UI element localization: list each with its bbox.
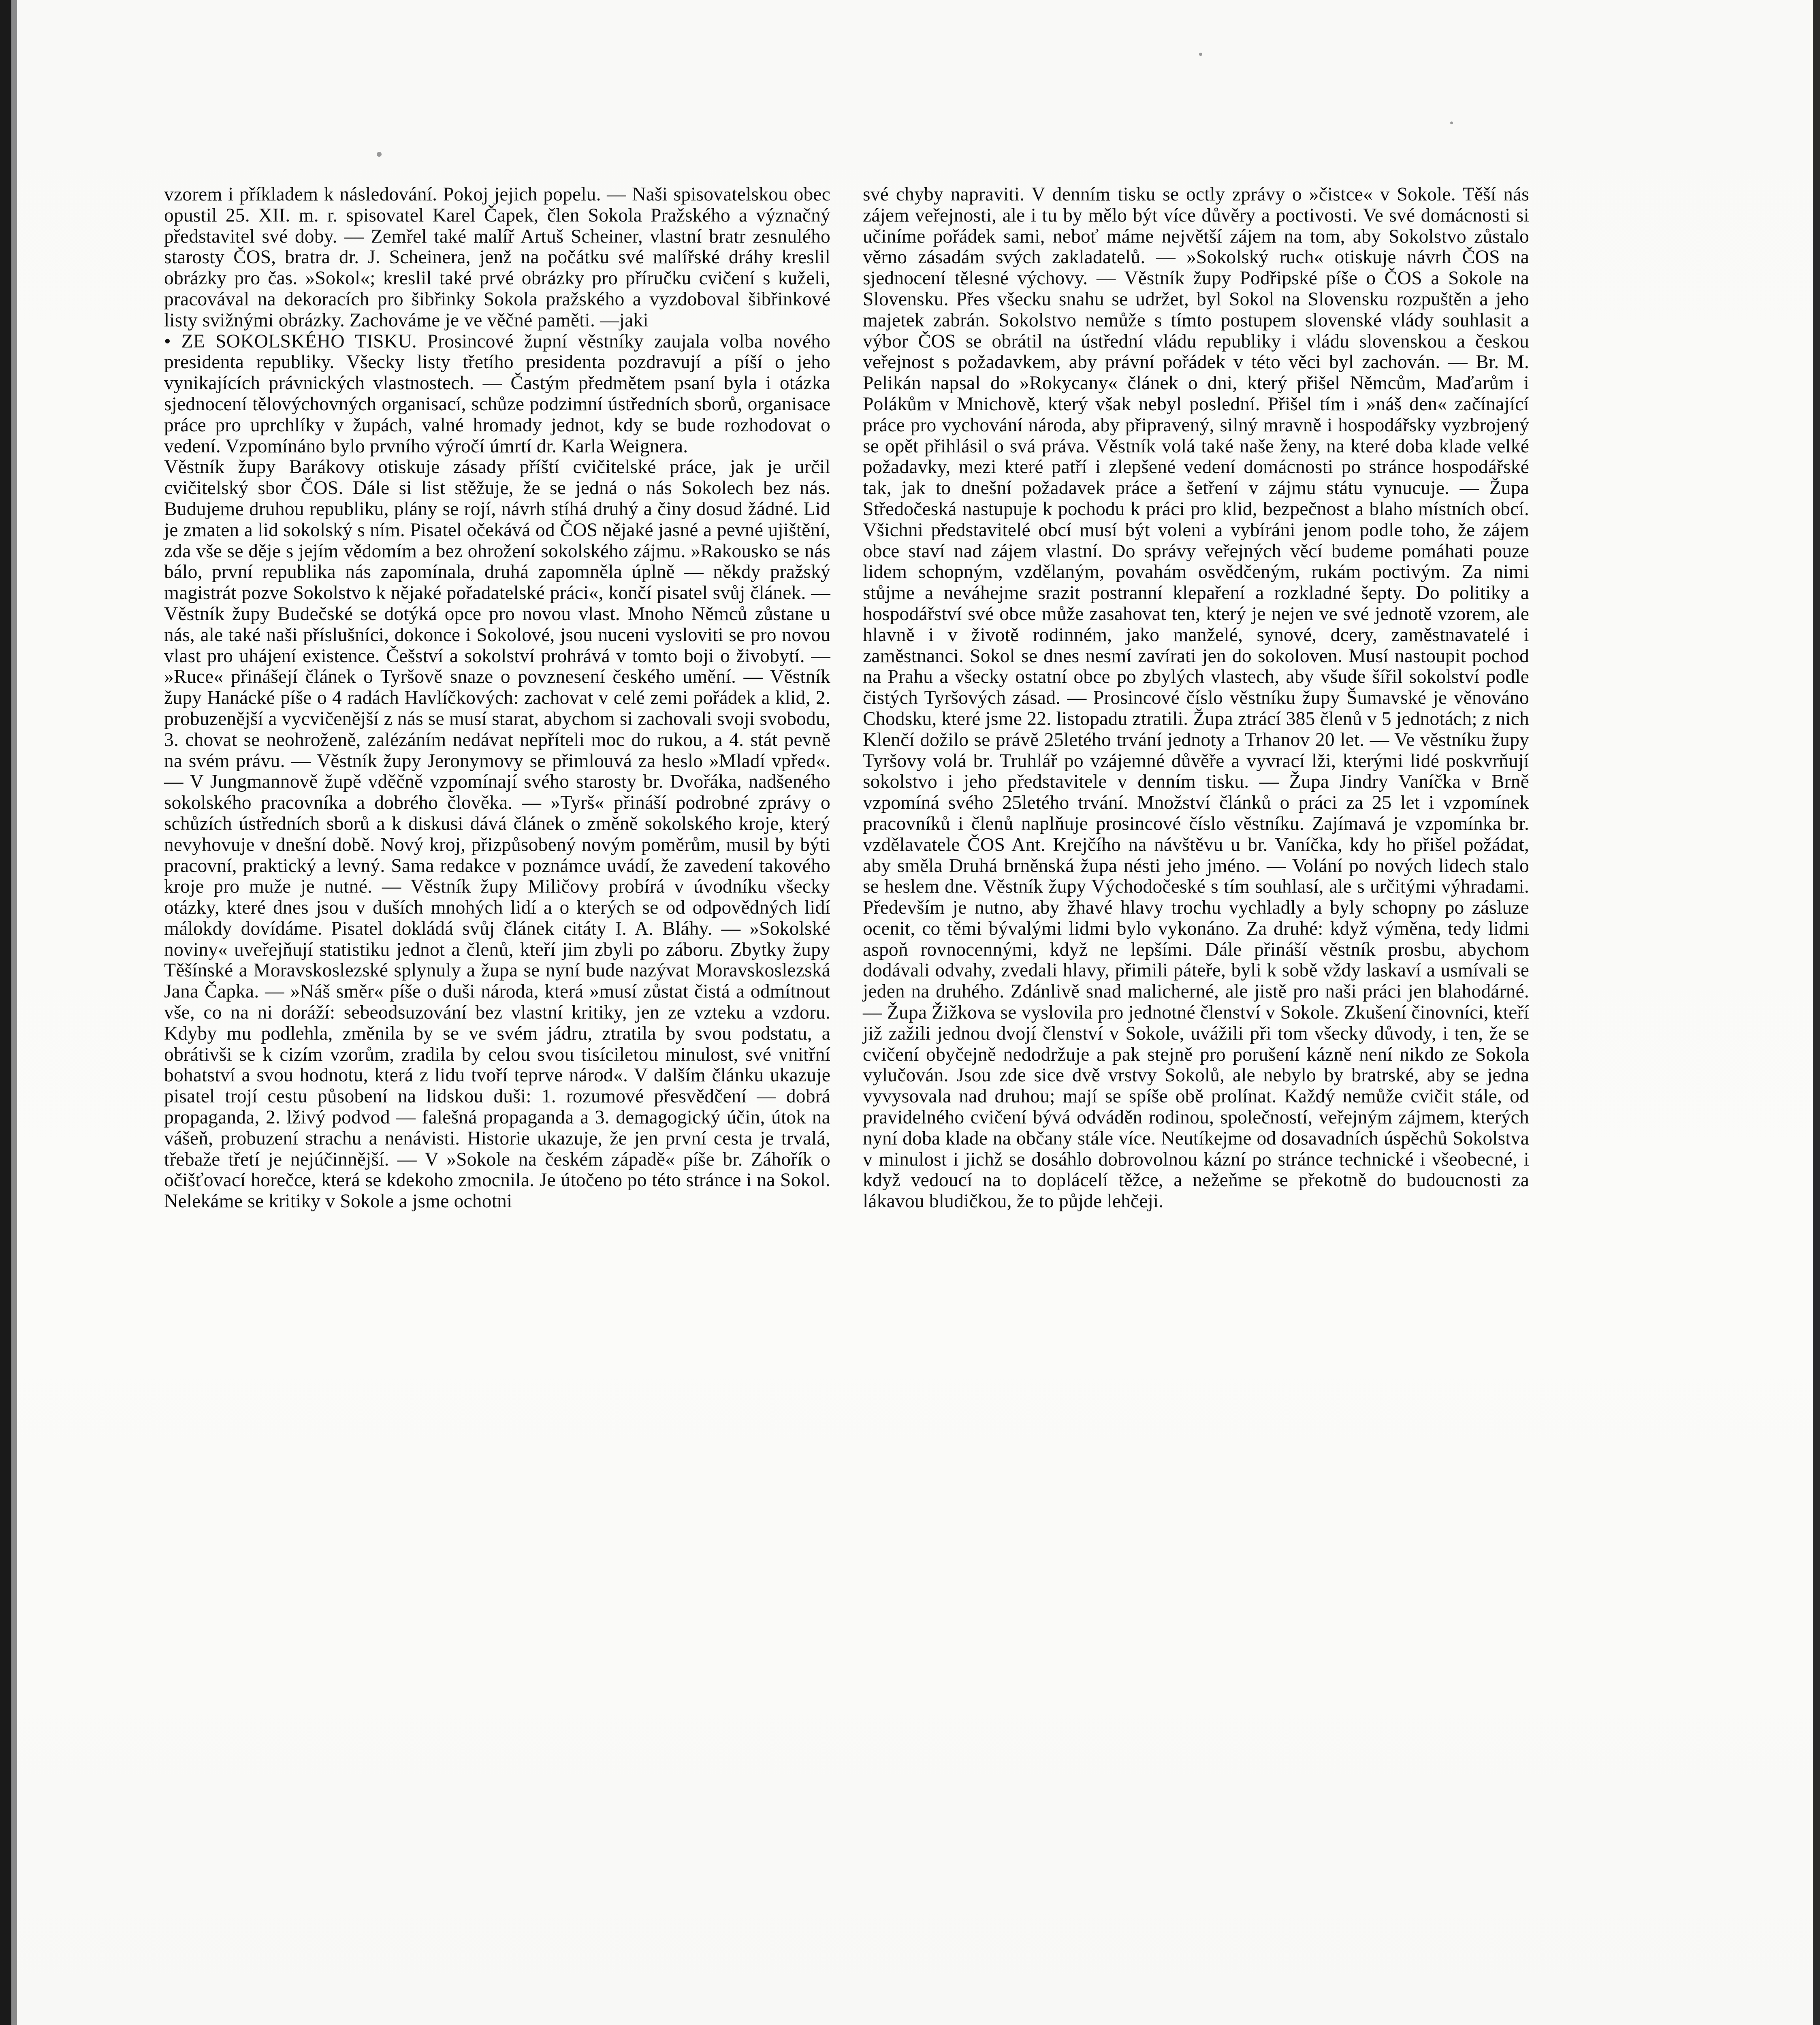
scan-right-border	[1813, 0, 1820, 2025]
scan-speck	[1450, 122, 1453, 124]
paragraph: vzorem i příkladem k následování. Pokoj jejich popelu. — Naši spisovatelskou obec opustil 25. XII. m. r. spisovatel Karel Čapek, člen Sokola Pražského a význačný představitel své doby. — Zemřel také malíř Artuš Scheiner, vlastní bratr zesnulého starosty ČOS, bratra dr. J. Scheinera, jenž na počátku své malířské dráhy kreslil obrázky pro čas. »Sokol«; kreslil také prvé obrázky pro příručku cvičení s kuželi, pracovával na dekoracích pro šibřinky Sokola pražského a vyzdoboval šibřinkové listy svižnými obrázky. Zachováme je ve věčné paměti. —jaki	[164, 184, 830, 331]
scan-speck	[1199, 53, 1202, 56]
paragraph: Věstník župy Barákovy otiskuje zásady příští cvičitelské práce, jak je určil cvičitelský sbor ČOS. Dále si list stěžuje, že se jedná o nás Sokolech bez nás. Budujeme druhou republiku, plány se rojí, návrh stíhá druhý a činy dosud žádné. Lid je zmaten a lid sokolský s ním. Pisatel očekává od ČOS nějaké jasné a pevné ujištění, zda vše se děje s jejím vědomím a bez ohrožení sokolského zájmu. »Rakousko se nás bálo, první republika nás zapomínala, druhá zapomněla úplně — někdy pražský magistrát pozve Sokolstvo k nějaké pořadatelské práci«, končí pisatel svůj článek. — Věstník župy Budečské se dotýká opce pro novou vlast. Mnoho Němců zůstane u nás, ale také naši příslušníci, dokonce i Sokolové, jsou nuceni vysloviti se pro novou vlast pro uhájení existence. Češství a sokolství prohrává v tomto boji o živobytí. — »Ruce« přinášejí článek o Tyršově snaze o povznesení českého umění. — Věstník župy Hanácké píše o 4 radách Havlíčkových: zachovat v celé zemi pořádek a klid, 2. probuzenější a vycvičenější z nás se musí starat, abychom si zachovali svoji svobodu, 3. chovat se neohroženě, zalézáním nedávat nepříteli moc do rukou, a 4. stát pevně na svém právu. — Věstník župy Jeronymovy se přimlouvá za heslo »Mladí vpřed«. — V Jungmannově župě vděčně vzpomínají svého starosty br. Dvořáka, nadšeného sokolského pracovníka a dobrého člověka. — »Tyrš« přináší podrobné zprávy o schůzích ústředních sborů a k diskusi dává článek o změně sokolského kroje, který nevyhovuje v dnešní době. Nový kroj, přizpůsobený novým poměrům, musil by býti pracovní, praktický a levný. Sama redakce v poznámce uvádí, že zavedení takového kroje pro muže je nutné. — Věstník župy Miličovy probírá v úvodníku všecky otázky, které dnes jsou v duších mnohých lidí a o kterých se od odpovědných lidí málokdy dovídáme. Pisatel dokládá svůj článek citáty I. A. Bláhy. — »Sokolské noviny« uveřejňují statistiku jednot a členů, kteří jim zbyli po záboru. Zbytky župy Těšínské a Moravskoslezské splynuly a župa se nyní bude nazývat Moravskoslezská Jana Čapka. — »Náš směr« píše o duši národa, která »musí zůstat čistá a odmítnout vše, co na ni doráží: sebeodsuzování bez vlastní kritiky, jen ze vzteku a vzdoru. Kdyby mu podlehla, změnila by se ve svém jádru, ztratila by svou podstatu, a obrátivši se k cizím vzorům, zradila by celou svou tisíciletou minulost, své vnitřní bohatství a svou hodnotu, která z lidu tvoří teprve národ«. V dalším článku ukazuje pisatel trojí cestu působení na lidskou duši: 1. rozumové přesvědčení — dobrá propaganda, 2. lživý podvod — falešná propaganda a 3. demagogický účin, útok na vášeň, probuzení strachu a nenávisti. Historie ukazuje, že jen první cesta je trvalá, třebaže třetí je nejúčinnější. — V »Sokole na českém západě« píše br. Záhořík o očišťovací horečce, která se kdekoho zmocnila. Je útočeno po této stránce i na Sokol. Nelekáme se kritiky v Sokole a jsme ochotni	[164, 456, 830, 1212]
scan-left-border	[0, 0, 11, 2025]
text-column-right	[863, 184, 1529, 1212]
scan-speck	[377, 152, 382, 157]
text-column-left	[164, 184, 830, 1212]
paragraph: • ZE SOKOLSKÉHO TISKU. Prosincové župní věstníky zaujala volba nového presidenta republiky. Všecky listy třetího presidenta pozdravují a píší o jeho vynikajících právnických vlastnostech. — Častým předmětem psaní byla i otázka sjednocení tělovýchovných organisací, schůze podzimní ústředních sborů, organisace práce pro uprchlíky v župách, valné hromady jednot, kdy se bude rozhodovat o vedení. Vzpomínáno bylo prvního výročí úmrtí dr. Karla Weignera.	[164, 330, 830, 457]
paragraph: své chyby napraviti. V denním tisku se octly zprávy o »čistce« v Sokole. Těší nás zájem veřejnosti, ale i tu by mělo být více důvěry a poctivosti. Ve své domácnosti si učiníme pořádek sami, neboť máme největší zájem na tom, aby Sokolstvo zůstalo věrno zásadám svých zakladatelů. — »Sokolský ruch« otiskuje návrh ČOS na sjednocení tělesné výchovy. — Věstník župy Podřipské píše o ČOS a Sokole na Slovensku. Přes všecku snahu se udržet, byl Sokol na Slovensku rozpuštěn a jeho majetek zabrán. Sokolstvo nemůže s tímto postupem slovenské vlády souhlasit a výbor ČOS se obrátil na ústřední vládu republiky i vládu slovenskou a českou veřejnost s požadavkem, aby právní pořádek v této věci byl zachován. — Br. M. Pelikán napsal do »Rokycany« článek o dni, který přišel Němcům, Maďarům i Polákům v Mnichově, který však nebyl poslední. Přišel tím i »náš den« začínající práce pro vychování národa, aby připravený, silný mravně i hospodářsky vyzbrojený se opět přihlásil o svá práva. Věstník volá také naše ženy, na které doba klade velké požadavky, mezi které patří i zlepšené vedení domácnosti po stránce hospodářské tak, jak to dnešní požadavek práce a šetření v zájmu státu vynucuje. — Župa Středočeská nastupuje k pochodu k práci pro klid, bezpečnost a blaho místních obcí. Všichni představitelé obcí musí být voleni a vybíráni jenom podle toho, že zájem obce staví nad zájem vlastní. Do správy veřejných věcí budeme pomáhati pouze lidem schopným, vzdělaným, povahám osvědčeným, rukám poctivým. Za nimi stůjme a neváhejme srazit postranní klepaření a rozkladné šepty. Do politiky a hospodářství své obce může zasahovat ten, který je nejen ve své jednotě vzorem, ale hlavně i v životě rodinném, jako manželé, synové, dcery, zaměstnavatelé i zaměstnanci. Sokol se dnes nesmí zavírati jen do sokoloven. Musí nastoupit pochod na Prahu a všecky ostatní obce po zbylých vlastech, aby všude šířil sokolství podle čistých Tyršových zásad. — Prosincové číslo věstníku župy Šumavské je věnováno Chodsku, které jsme 22. listopadu ztratili. Župa ztrácí 385 členů v 5 jednotách; z nich Klenčí dožilo se právě 25letého trvání jednoty a Trhanov 20 let. — Ve věstníku župy Tyršovy volá br. Truhlář po vzájemné důvěře a vyvrací lži, kterými lidé poskvrňují sokolstvo i jeho představitele v denním tisku. — Župa Jindry Vaníčka v Brně vzpomíná svého 25letého trvání. Množství článků o práci za 25 let i vzpomínek pracovníků i členů naplňuje prosincové číslo věstníku. Zajímavá je vzpomínka br. vzdělavatele ČOS Ant. Krejčího na návštěvu u br. Vaníčka, kdy ho přišel požádat, aby směla Druhá brněnská župa nésti jeho jméno. — Volání po nových lidech stalo se heslem dne. Věstník župy Východočeské s tím souhlasí, ale s určitými výhradami. Především je nutno, aby žhavé hlavy trochu vychladly a byly schopny po zásluze ocenit, co těmi bývalými lidmi bylo vykonáno. Za druhé: když výměna, tedy lidmi aspoň rovnocennými, když ne lepšími. Dále přináší věstník prosbu, abychom dodávali odvahy, zvedali hlavy, přimili páteře, byli k sobě vždy laskaví a usmívali se jeden na druhého. Zdánlivě snad malicherné, ale jistě pro naši práci jen blahodárné. — Župa Žižkova se vyslovila pro jednotné členství v Sokole. Zkušení činovníci, kteří již zažili jednou dvojí členství v Sokole, uvážili při tom všecky důvody, i ten, že se cvičení obyčejně nedodržuje a pak stejně pro porušení kázně není nikdo ze Sokola vylučován. Jsou zde sice dvě vrstvy Sokolů, ale nebylo by bratrské, aby se jedna vyvysovala nad druhou; mají se spíše obě prolínat. Každý nemůže cvičit stále, od pravidelného cvičení bývá odváděn rodinou, společností, veřejným zájmem, kterých nyní doba klade na občany stále více. Neutíkejme od dosavadních úspěchů Sokolstva v minulost i jichž se dosáhlo dobrovolnou kázní po stránce technické i všeobecné, i když vedoucí na to doplácelí těžce, a nežeňme se překotně do budoucnosti za lákavou bludičkou, že to půjde lehčeji.	[863, 184, 1529, 1212]
